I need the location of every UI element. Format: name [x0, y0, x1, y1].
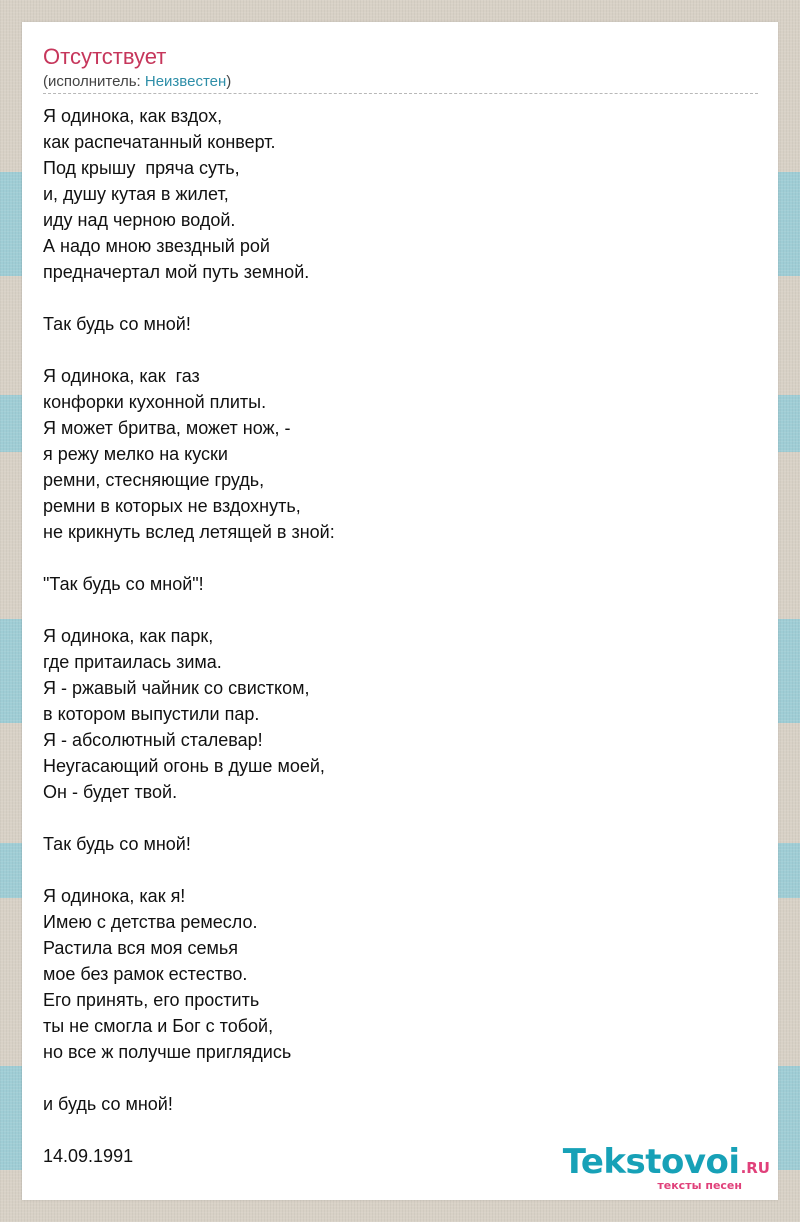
- artist-suffix: ): [226, 73, 232, 90]
- lyric-line: Так будь со мной!: [43, 314, 191, 334]
- lyric-line: Неугасающий огонь в душе моей,: [43, 756, 325, 776]
- lyric-line: Растила вся моя семья: [43, 938, 238, 958]
- lyric-line: Я одинока, как я!: [43, 886, 186, 906]
- logo-brand: Tekstovoi: [562, 1142, 740, 1182]
- lyric-line: Я одинока, как газ: [43, 366, 200, 386]
- lyric-line: мое без рамок естество.: [43, 964, 248, 984]
- lyric-line: но все ж получше приглядись: [43, 1042, 292, 1062]
- lyric-line: Я может бритва, может нож, -: [43, 418, 291, 438]
- lyric-line: Под крышу пряча суть,: [43, 158, 240, 178]
- lyrics-card: [22, 22, 778, 1200]
- site-logo[interactable]: [560, 1140, 770, 1200]
- lyric-blank-line: [43, 857, 743, 883]
- lyric-line: ты не смогла и Бог с тобой,: [43, 1016, 274, 1036]
- artist-prefix: (исполнитель:: [43, 73, 145, 90]
- lyric-line: я режу мелко на куски: [43, 444, 228, 464]
- lyric-line: Его принять, его простить: [43, 990, 260, 1010]
- lyric-line: А надо мною звездный рой: [43, 236, 270, 256]
- song-title: Отсутствует: [43, 44, 167, 69]
- lyric-line: "Так будь со мной"!: [43, 574, 204, 594]
- lyric-line: Я одинока, как вздох,: [43, 106, 223, 126]
- lyric-line: и, душу кутая в жилет,: [43, 184, 229, 204]
- lyric-line: в котором выпустили пар.: [43, 704, 260, 724]
- artist-line: [43, 73, 231, 91]
- logo-tagline: тексты песен: [657, 1179, 742, 1192]
- lyric-blank-line: [43, 285, 743, 311]
- artist-link[interactable]: Неизвестен: [144, 73, 227, 90]
- lyric-blank-line: [43, 805, 743, 831]
- lyric-line: Я одинока, как парк,: [43, 626, 214, 646]
- lyric-blank-line: [43, 337, 743, 363]
- lyric-line: как распечатанный конверт.: [43, 132, 276, 152]
- lyric-line: конфорки кухонной плиты.: [43, 392, 267, 412]
- lyric-line: 14.09.1991: [43, 1146, 134, 1166]
- header-divider: [43, 93, 758, 94]
- lyric-blank-line: [43, 1065, 743, 1091]
- lyric-line: Я - абсолютный сталевар!: [43, 730, 263, 750]
- lyric-line: ремни, стесняющие грудь,: [43, 470, 265, 490]
- lyric-line: предначертал мой путь земной.: [43, 262, 310, 282]
- logo-tld: .RU: [740, 1159, 770, 1177]
- lyric-line: Так будь со мной!: [43, 834, 191, 854]
- lyric-line: и будь со мной!: [43, 1094, 173, 1114]
- lyric-line: Он - будет твой.: [43, 782, 178, 802]
- lyric-blank-line: [43, 597, 743, 623]
- lyric-blank-line: [43, 545, 743, 571]
- lyric-line: иду над черною водой.: [43, 210, 236, 230]
- lyric-line: не крикнуть вслед летящей в зной:: [43, 522, 335, 542]
- lyric-line: Я - ржавый чайник со свистком,: [43, 678, 310, 698]
- lyric-line: ремни в которых не вздохнуть,: [43, 496, 301, 516]
- lyric-line: где притаилась зима.: [43, 652, 222, 672]
- lyrics-text: [43, 103, 743, 1169]
- lyric-line: Имею с детства ремесло.: [43, 912, 258, 932]
